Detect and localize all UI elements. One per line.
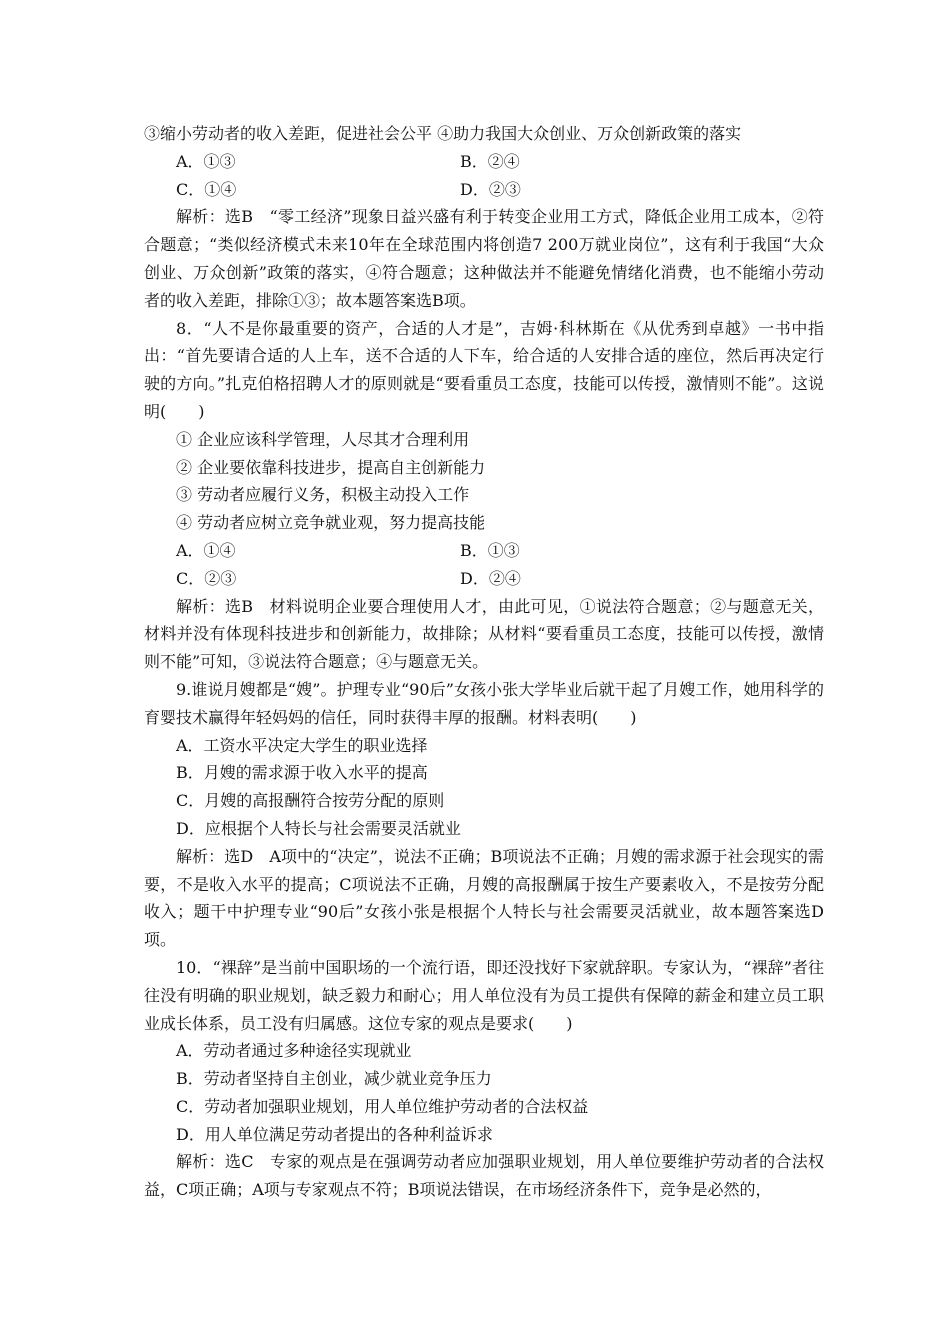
q10-option-a[interactable]: A．劳动者通过多种途径实现就业	[176, 1041, 412, 1061]
q8-options-row-1	[144, 537, 824, 565]
q8-option-d[interactable]: D．②④	[460, 568, 521, 588]
q9-option-a[interactable]: A．工资水平决定大学生的职业选择	[176, 735, 428, 755]
q7-option-d[interactable]: D．②③	[460, 179, 521, 199]
q8-option-a[interactable]: A．①④	[176, 540, 236, 560]
q8-analysis: 解析：选B 材料说明企业要合理使用人才，由此可见，①说法符合题意；②与题意无关，材料并没有体现科技进步和创新能力，故排除；从材料“要看重员工态度，技能可以传授，激情则不能”可知，③说法符合题意；④与题意无关。	[144, 596, 824, 672]
q8-stem: 8．“人不是你最重要的资产，合适的人才是”，吉姆·科林斯在《从优秀到卓越》一书中指出：“首先要请合适的人上车，送不合适的人下车，给合适的人安排合适的座位，然后再决定行驶的方向。”扎克伯格招聘人才的原则就是“要看重员工态度，技能可以传授，激情则不能”。这说明( )	[144, 318, 824, 421]
q7-option-b[interactable]: B．②④	[460, 151, 520, 171]
q7-stem-tail: ③缩小劳动者的收入差距，促进社会公平 ④助力我国大众创业、万众创新政策的落实	[144, 124, 742, 143]
q10-option-d[interactable]: D．用人单位满足劳动者提出的各种利益诉求	[176, 1124, 493, 1144]
document-body	[144, 120, 824, 1204]
q10-stem: 10．“裸辞”是当前中国职场的一个流行语，即还没找好下家就辞职。专家认为，“裸辞”者往往没有明确的职业规划，缺乏毅力和耐心；用人单位没有为员工提供有保障的薪金和建立员工职业成长体系，员工没有归属感。这位专家的观点是要求( )	[144, 957, 824, 1033]
q9-option-b[interactable]: B．月嫂的需求源于收入水平的提高	[176, 763, 428, 783]
q9-analysis: 解析：选D A项中的“决定”，说法不正确；B项说法不正确；月嫂的需求源于社会现实的需要，不是收入水平的提高；C项说法不正确，月嫂的高报酬属于按生产要素收入，不是按劳分配收入；题干中护理专业“90后”女孩小张是根据个人特长与社会需要灵活就业，故本题答案选D项。	[144, 846, 824, 950]
q7-option-a[interactable]: A．①③	[176, 151, 236, 171]
q9-option-d[interactable]: D．应根据个人特长与社会需要灵活就业	[176, 818, 461, 838]
q8-item-2: ② 企业要依靠科技进步，提高自主创新能力	[176, 457, 486, 477]
q10-analysis: 解析：选C 专家的观点是在强调劳动者应加强职业规划，用人单位要维护劳动者的合法权益，C项正确；A项与专家观点不符；B项说法错误，在市场经济条件下，竞争是必然的，	[144, 1152, 824, 1200]
q7-options-row-2	[144, 176, 824, 204]
q7-option-c[interactable]: C．①④	[176, 179, 237, 199]
q10-option-c[interactable]: C．劳动者加强职业规划，用人单位维护劳动者的合法权益	[176, 1096, 589, 1116]
q8-option-b[interactable]: B．①③	[460, 540, 520, 560]
q8-item-3: ③ 劳动者应履行义务，积极主动投入工作	[176, 485, 470, 505]
q8-options-row-2	[144, 565, 824, 593]
q9-option-c[interactable]: C．月嫂的高报酬符合按劳分配的原则	[176, 791, 445, 811]
q7-analysis: 解析：选B “零工经济”现象日益兴盛有利于转变企业用工方式，降低企业用工成本，②符合题意；“类似经济模式未来10年在全球范围内将创造7 200万就业岗位”，这有利于我国“大众创业、万众创新”政策的落实，④符合题意；这种做法并不能避免情绪化消费，也不能缩小劳动者的收入差距，排除①③；故本题答案选B项。	[144, 207, 824, 310]
q7-options-row-1	[144, 148, 824, 176]
q8-item-4: ④ 劳动者应树立竞争就业观，努力提高技能	[176, 513, 486, 533]
q8-option-c[interactable]: C．②③	[176, 568, 237, 588]
q10-option-b[interactable]: B．劳动者坚持自主创业，减少就业竞争压力	[176, 1069, 492, 1089]
q8-item-1: ① 企业应该科学管理，人尽其才合理利用	[176, 429, 470, 449]
q9-stem: 9.谁说月嫂都是“嫂”。护理专业“90后”女孩小张大学毕业后就干起了月嫂工作，她用科学的育婴技术赢得年轻妈妈的信任，同时获得丰厚的报酬。材料表明( )	[144, 679, 824, 727]
